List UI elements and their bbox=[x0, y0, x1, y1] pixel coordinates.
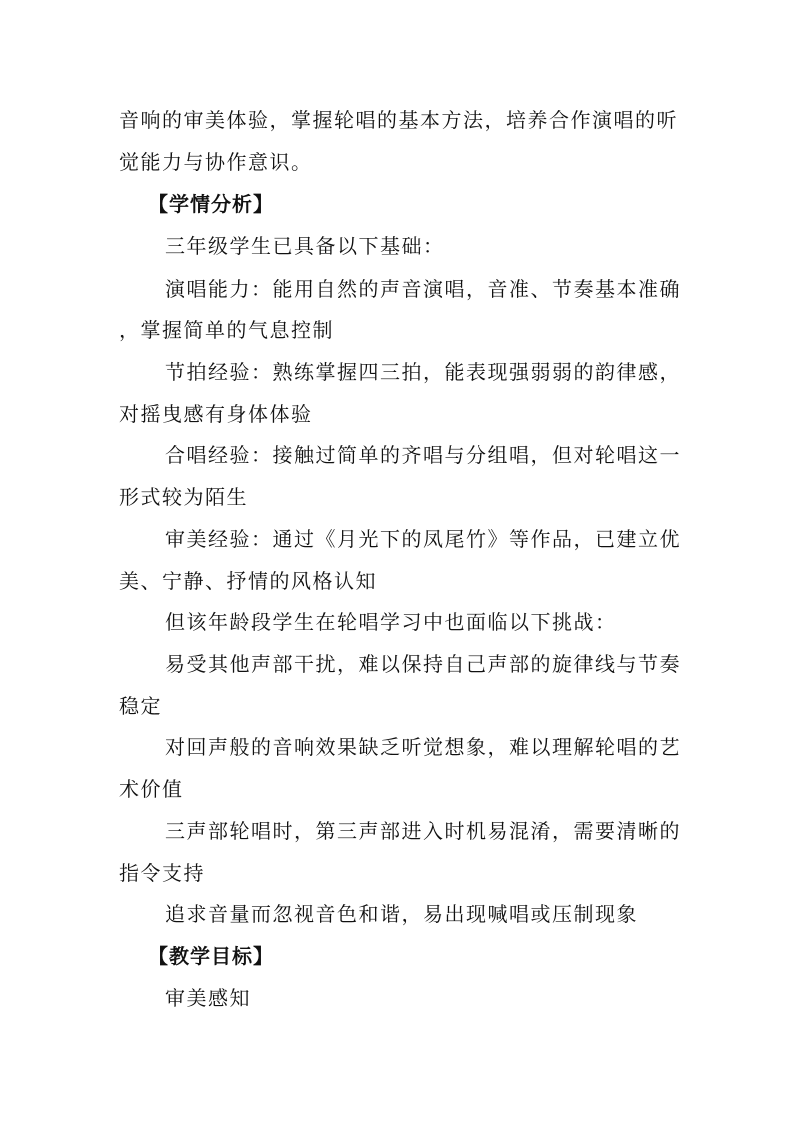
body-text-line: 美、宁静、抒情的风格认知 bbox=[119, 569, 377, 593]
body-text-line: 三年级学生已具备以下基础： bbox=[165, 234, 445, 258]
body-text-line: ，掌握简单的气息控制 bbox=[119, 318, 334, 342]
body-text-line: 审美感知 bbox=[165, 986, 251, 1010]
body-text-line: 审美经验：通过《月光下的凤尾竹》等作品，已建立优 bbox=[165, 527, 681, 551]
body-text-line: 形式较为陌生 bbox=[119, 485, 248, 509]
body-text-line: 觉能力与协作意识。 bbox=[119, 150, 313, 174]
body-text-line: 稳定 bbox=[119, 694, 162, 718]
body-text-line: 但该年龄段学生在轮唱学习中也面临以下挑战： bbox=[165, 610, 617, 634]
body-text-line: 指令支持 bbox=[119, 861, 205, 885]
body-text-line: 追求音量而忽视音色和谐，易出现喊唱或压制现象 bbox=[165, 902, 638, 926]
section-heading-learning-analysis: 【学情分析】 bbox=[148, 192, 274, 216]
body-text-line: 术价值 bbox=[119, 777, 184, 801]
body-text-line: 演唱能力：能用自然的声音演唱，音准、节奏基本准确 bbox=[165, 277, 681, 301]
body-text-line: 音响的审美体验，掌握轮唱的基本方法，培养合作演唱的听 bbox=[119, 108, 678, 132]
body-text-line: 合唱经验：接触过简单的齐唱与分组唱，但对轮唱这一 bbox=[165, 443, 681, 467]
body-text-line: 对回声般的音响效果缺乏听觉想象，难以理解轮唱的艺 bbox=[165, 735, 681, 759]
section-heading-teaching-objectives: 【教学目标】 bbox=[148, 944, 274, 968]
body-text-line: 对摇曳感有身体体验 bbox=[119, 402, 313, 426]
body-text-line: 易受其他声部干扰，难以保持自己声部的旋律线与节奏 bbox=[165, 652, 681, 676]
body-text-line: 三声部轮唱时，第三声部进入时机易混淆，需要清晰的 bbox=[165, 819, 681, 843]
body-text-line: 节拍经验：熟练掌握四三拍，能表现强弱弱的韵律感， bbox=[165, 360, 681, 384]
